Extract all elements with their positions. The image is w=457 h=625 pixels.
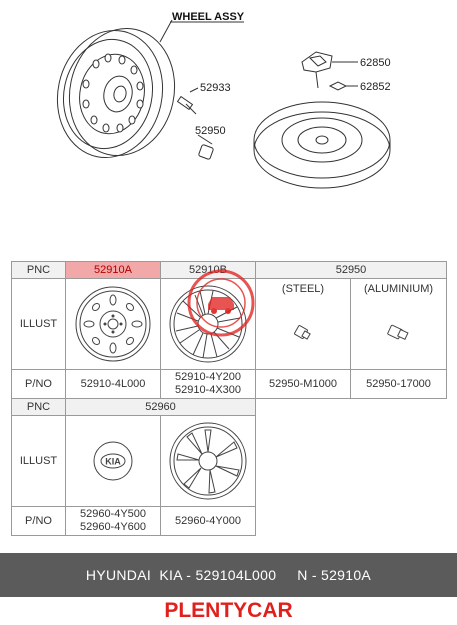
pnc-52950: 52950 [256,262,447,279]
pno-52910a: 52910-4L000 [66,370,161,399]
lug-nut-icon [387,323,411,343]
sub-label-steel: (STEEL) [281,283,325,295]
pno-line: 52960-4Y500 [79,508,147,520]
callout-62850: 62850 [360,57,391,69]
row-label-illust: ILLUST [12,279,66,370]
illust-steel-wheel [66,279,161,370]
row-label-illust: ILLUST [12,416,66,507]
brand-name: PLENTYCAR [164,599,293,622]
pnc-52960: 52960 [66,399,256,416]
lug-nut-icon [293,323,313,343]
pno-line: 52960-4Y600 [79,521,147,533]
spare-tire-drawing [254,102,390,188]
diagram-title: WHEEL ASSY [172,11,245,23]
callout-62852: 62852 [360,81,391,93]
illust-center-cap [66,416,161,507]
illust-wheel-cover [161,416,256,507]
illust-nut-steel [256,279,351,370]
plentycar-stamp-logo [186,268,256,338]
pno-52960-cover: 52960-4Y000 [161,507,256,536]
pno-line: 52910-4X300 [174,384,242,396]
row-label-pnc: PNC [12,399,66,416]
empty-cell [256,507,447,536]
callout-52933: 52933 [200,82,231,94]
kia-badge-text: KIA [105,456,121,467]
empty-cell [256,416,447,507]
spare-tire-bracket-drawing [302,52,358,88]
wheel-nut-drawing [198,135,214,160]
row-label-pno: P/NO [12,507,66,536]
callout-52950: 52950 [195,125,226,137]
sub-label-aluminium: (ALUMINIUM) [363,283,434,295]
pno-52960-cap [66,507,161,536]
wheel-cover-icon [167,420,249,502]
row-label-pno: P/NO [12,370,66,399]
row-label-pnc: PNC [12,262,66,279]
steel-wheel-drawing [46,19,186,168]
part-number-footer: HYUNDAI KIA - 529104L000 N - 52910A [0,553,457,597]
pno-52950-aluminium: 52950-17000 [351,370,447,399]
pno-52910b [161,370,256,399]
spare-tire-pad-drawing [330,82,358,90]
pnc-52910b: 52910B [161,262,256,279]
wheel-assembly-diagram [0,0,457,250]
pno-line: 52910-4Y200 [174,371,242,383]
pnc-52910a: 52910A [66,262,161,279]
pno-52950-steel: 52950-M1000 [256,370,351,399]
center-cap-icon [91,439,135,483]
steel-wheel-icon [73,284,153,364]
wheel-bolt-drawing [178,88,198,114]
illust-nut-aluminium [351,279,447,370]
empty-cell [256,399,447,416]
